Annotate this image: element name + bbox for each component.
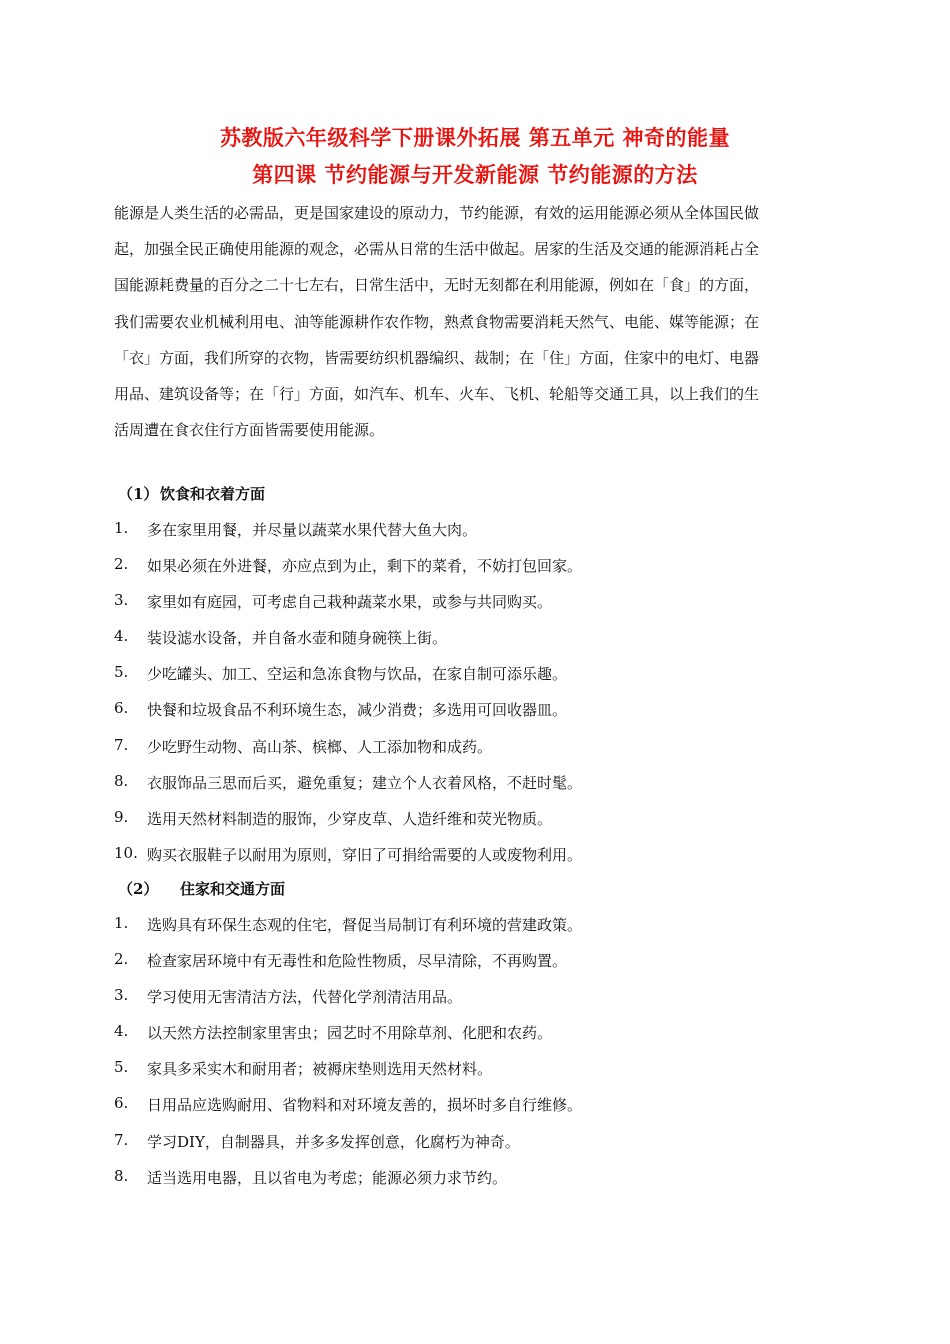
intro-line: 国能源耗费量的百分之二十七左右，日常生活中，无时无刻都在利用能源，例如在「食」的方面， [114,276,760,295]
intro-line: 活周遭在食衣住行方面皆需要使用能源。 [114,421,385,440]
item-number: 1. [114,914,129,932]
item-text: 选用天然材料制造的服饰，少穿皮草、人造纤维和荧光物质。 [147,809,553,828]
item-number: 2. [114,950,129,969]
section-heading-housing-transport [118,878,285,899]
item-text: 少吃野生动物、高山茶、槟榔、人工添加物和成药。 [147,737,493,756]
item-number: 3. [114,986,129,1005]
item-text: 适当选用电器，且以省电为考虑；能源必须力求节约。 [147,1168,508,1187]
item-text: 如果必须在外进餐，亦应点到为止，剩下的菜肴，不妨打包回家。 [147,557,583,576]
item-number: 6. [114,1094,129,1113]
item-number: 9. [114,807,129,826]
item-text: 检查家居环境中有无毒性和危险性物质，尽早清除，不再购置。 [147,952,568,971]
item-number: 4. [114,627,129,646]
item-number: 7. [114,735,129,754]
item-number: 8. [114,771,129,790]
item-text: 学习使用无害清洁方法，代替化学剂清洁用品。 [147,988,463,1007]
intro-line: 用品、建筑设备等；在「行」方面，如汽车、机车、火车、飞机、轮船等交通工具，以上我们的生 [114,384,760,403]
item-number: 5. [114,663,129,682]
item-text: 衣服饰品三思而后买，避免重复；建立个人衣着风格，不赶时髦。 [147,773,583,792]
item-number: 4. [114,1022,129,1041]
item-number: 10. [114,843,138,862]
section-title: 饮食和衣着方面 [160,485,266,503]
item-text: 多在家里用餐，并尽量以蔬菜水果代替大鱼大肉。 [147,521,478,539]
item-number: 6. [114,699,129,718]
intro-line: 起，加强全民正确使用能源的观念，必需从日常的生活中做起。居家的生活及交通的能源消耗占全 [114,240,760,259]
section-number: （2） [118,880,159,898]
item-text: 选购具有环保生态观的住宅，督促当局制订有利环境的营建政策。 [147,916,583,934]
document-subtitle: 第四课 节约能源与开发新能源 节约能源的方法 [252,162,698,187]
item-number: 7. [114,1130,129,1149]
item-number: 5. [114,1058,129,1077]
item-text: 快餐和垃圾食品不利环境生态，减少消费；多选用可回收器皿。 [147,701,568,720]
item-text: 以天然方法控制家里害虫；园艺时不用除草剂、化肥和农药。 [147,1024,553,1043]
item-text: 日用品应选购耐用、省物料和对环境友善的，损坏时多自行维修。 [147,1096,583,1115]
intro-line: 我们需要农业机械利用电、油等能源耕作农作物，熟煮食物需要消耗天然气、电能、媒等能源；在 [114,312,760,331]
item-text: 家里如有庭园，可考虑自己栽种蔬菜水果，或参与共同购买。 [147,593,553,612]
item-number: 1. [114,519,129,537]
intro-paragraph [114,195,838,448]
item-text: 学习DIY，自制器具，并多多发挥创意，化腐朽为神奇。 [147,1132,520,1151]
item-number: 8. [114,1166,129,1185]
document-title: 苏教版六年级科学下册课外拓展 第五单元 神奇的能量 [219,125,731,150]
intro-line: 「衣」方面，我们所穿的衣物，皆需要纺织机器编织、裁制；在「住」方面，住家中的电灯、电器 [114,348,760,367]
item-number: 3. [114,591,129,610]
intro-line: 能源是人类生活的必需品，更是国家建设的原动力，节约能源，有效的运用能源必须从全体国民做 [114,204,760,222]
section-heading-diet-clothing [118,483,265,504]
section-title: 住家和交通方面 [180,880,286,898]
item-text: 家具多采实木和耐用者；被褥床垫则选用天然材料。 [147,1060,493,1079]
item-text: 装设滤水设备，并自备水壶和随身碗筷上街。 [147,629,448,648]
section-number: （1） [118,485,159,503]
item-text: 少吃罐头、加工、空运和急冻食物与饮品，在家自制可添乐趣。 [147,665,568,684]
item-text: 购买衣服鞋子以耐用为原则，穿旧了可捐给需要的人或废物利用。 [147,845,583,864]
item-number: 2. [114,555,129,574]
